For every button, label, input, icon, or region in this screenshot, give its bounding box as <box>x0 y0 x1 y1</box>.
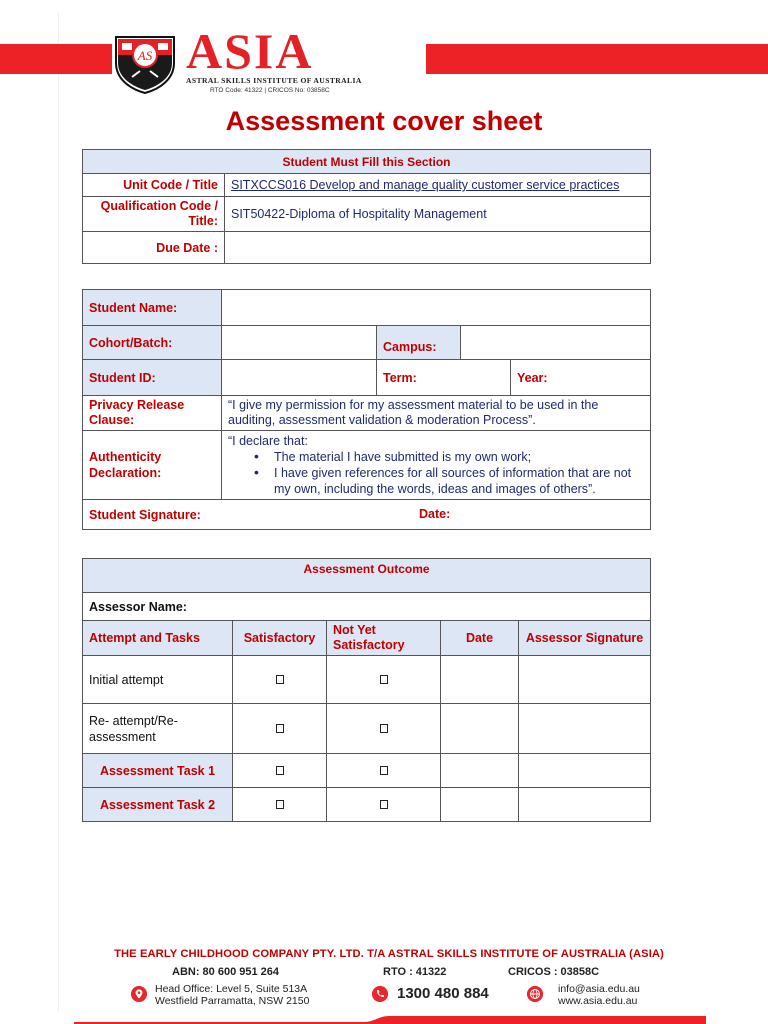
assessor-signature-field[interactable] <box>519 656 651 704</box>
footer-website[interactable]: www.asia.edu.au <box>558 995 638 1007</box>
footer-phone[interactable]: 1300 480 884 <box>397 985 489 1002</box>
date-field[interactable] <box>441 656 519 704</box>
unit-code-value[interactable]: SITXCCS016 Develop and manage quality customer service practices <box>225 174 651 197</box>
assessor-name-field[interactable] <box>83 593 651 621</box>
page-title: Assessment cover sheet <box>225 106 543 136</box>
col-assessor-signature: Assessor Signature <box>519 621 651 656</box>
due-date-field[interactable] <box>225 232 651 264</box>
col-attempt-tasks: Attempt and Tasks <box>83 621 233 656</box>
col-satisfactory: Satisfactory <box>233 621 327 656</box>
table-row <box>83 754 651 788</box>
checkbox-icon[interactable] <box>380 724 388 733</box>
phone-icon <box>372 986 388 1002</box>
declaration-item: • The material I have submitted is my own work; <box>250 449 644 465</box>
campus-field[interactable] <box>461 326 651 360</box>
not-yet-satisfactory-checkbox[interactable] <box>327 788 441 822</box>
student-section-heading: Student Must Fill this Section <box>83 150 651 174</box>
checkbox-icon[interactable] <box>276 800 284 809</box>
signature-date-label: Date: <box>419 507 451 521</box>
assessor-name-label: Assessor Name: <box>89 599 187 614</box>
authenticity-declaration <box>222 431 651 500</box>
cohort-field[interactable] <box>222 326 377 360</box>
page-edge <box>58 12 59 1012</box>
student-details-table <box>82 289 651 530</box>
row-label: Assessment Task 2 <box>83 788 233 822</box>
footer-abn: ABN: 80 600 951 264 <box>172 966 280 978</box>
row-label: Assessment Task 1 <box>83 754 233 788</box>
unit-code-label: Unit Code / Title <box>83 174 225 197</box>
signature-row[interactable] <box>83 500 651 530</box>
student-section-table <box>82 149 651 264</box>
not-yet-satisfactory-checkbox[interactable] <box>327 754 441 788</box>
satisfactory-checkbox[interactable] <box>233 788 327 822</box>
satisfactory-checkbox[interactable] <box>233 704 327 754</box>
assessor-signature-field[interactable] <box>519 788 651 822</box>
term-label: Term: <box>377 360 511 396</box>
footer-cricos: CRICOS : 03858C <box>508 966 600 978</box>
assessment-outcome-table <box>82 558 651 822</box>
header-red-bar-right <box>426 44 768 74</box>
table-row <box>83 704 651 754</box>
outcome-heading: Assessment Outcome <box>83 559 651 593</box>
checkbox-icon[interactable] <box>276 675 284 684</box>
row-label: Initial attempt <box>83 656 233 704</box>
satisfactory-checkbox[interactable] <box>233 754 327 788</box>
brand-name: ASIA <box>186 23 314 79</box>
qualification-value: SIT50422-Diploma of Hospitality Management <box>225 197 651 232</box>
not-yet-satisfactory-checkbox[interactable] <box>327 704 441 754</box>
footer-wave <box>74 1016 706 1024</box>
qualification-label: Qualification Code / Title: <box>83 197 225 232</box>
declaration-list <box>250 449 644 497</box>
checkbox-icon[interactable] <box>276 766 284 775</box>
footer-rto: RTO : 41322 <box>383 966 447 978</box>
student-name-label: Student Name: <box>83 290 222 326</box>
brand-rto-line: RTO Code: 41322 | CRICOS No: 03858C <box>210 87 330 94</box>
globe-icon <box>527 986 543 1002</box>
assessor-signature-field[interactable] <box>519 754 651 788</box>
cohort-label: Cohort/Batch: <box>83 326 222 360</box>
footer-email[interactable]: info@asia.edu.au <box>558 983 640 995</box>
date-field[interactable] <box>441 704 519 754</box>
date-field[interactable] <box>441 788 519 822</box>
footer-address <box>155 983 309 1007</box>
checkbox-icon[interactable] <box>276 724 284 733</box>
privacy-label: Privacy Release Clause: <box>83 396 222 431</box>
student-id-label: Student ID: <box>83 360 222 396</box>
assessor-signature-field[interactable] <box>519 704 651 754</box>
student-name-field[interactable] <box>222 290 651 326</box>
footer-company: THE EARLY CHILDHOOD COMPANY PTY. LTD. T/A ASTRAL SKILLS INSTITUTE OF AUSTRALIA (ASIA) <box>114 948 664 960</box>
table-row <box>83 656 651 704</box>
student-signature-label: Student Signature: <box>89 507 201 522</box>
year-label: Year: <box>511 360 651 396</box>
privacy-text: “I give my permission for my assessment material to be used in the auditing, assessment validation & moderation Process”. <box>222 396 651 431</box>
checkbox-icon[interactable] <box>380 766 388 775</box>
header-red-bar-left <box>0 44 112 74</box>
brand-block <box>186 23 426 94</box>
crest-logo-icon <box>112 33 178 95</box>
footer-address-line2: Westfield Parramatta, NSW 2150 <box>155 995 310 1007</box>
table-row <box>83 788 651 822</box>
col-date: Date <box>441 621 519 656</box>
brand-subtitle: ASTRAL SKILLS INSTITUTE OF AUSTRALIA <box>186 76 362 85</box>
location-pin-icon <box>131 986 147 1002</box>
campus-label: Campus: <box>377 326 461 360</box>
declaration-item: • I have given references for all sources of information that are not my own, including the words, ideas and images of others”. <box>250 465 644 497</box>
checkbox-icon[interactable] <box>380 675 388 684</box>
authenticity-label: Authenticity Declaration: <box>83 431 222 500</box>
not-yet-satisfactory-checkbox[interactable] <box>327 656 441 704</box>
footer-address-line1: Head Office: Level 5, Suite 513A <box>155 983 308 995</box>
due-date-label: Due Date : <box>83 232 225 264</box>
col-not-yet-satisfactory: Not Yet Satisfactory <box>327 621 441 656</box>
row-label: Re- attempt/Re-assessment <box>83 704 233 754</box>
date-field[interactable] <box>441 754 519 788</box>
crest-monogram: AS <box>137 48 153 63</box>
satisfactory-checkbox[interactable] <box>233 656 327 704</box>
declaration-intro: “I declare that: <box>228 434 308 448</box>
checkbox-icon[interactable] <box>380 800 388 809</box>
footer-contact <box>558 983 640 1007</box>
student-id-field[interactable] <box>222 360 377 396</box>
